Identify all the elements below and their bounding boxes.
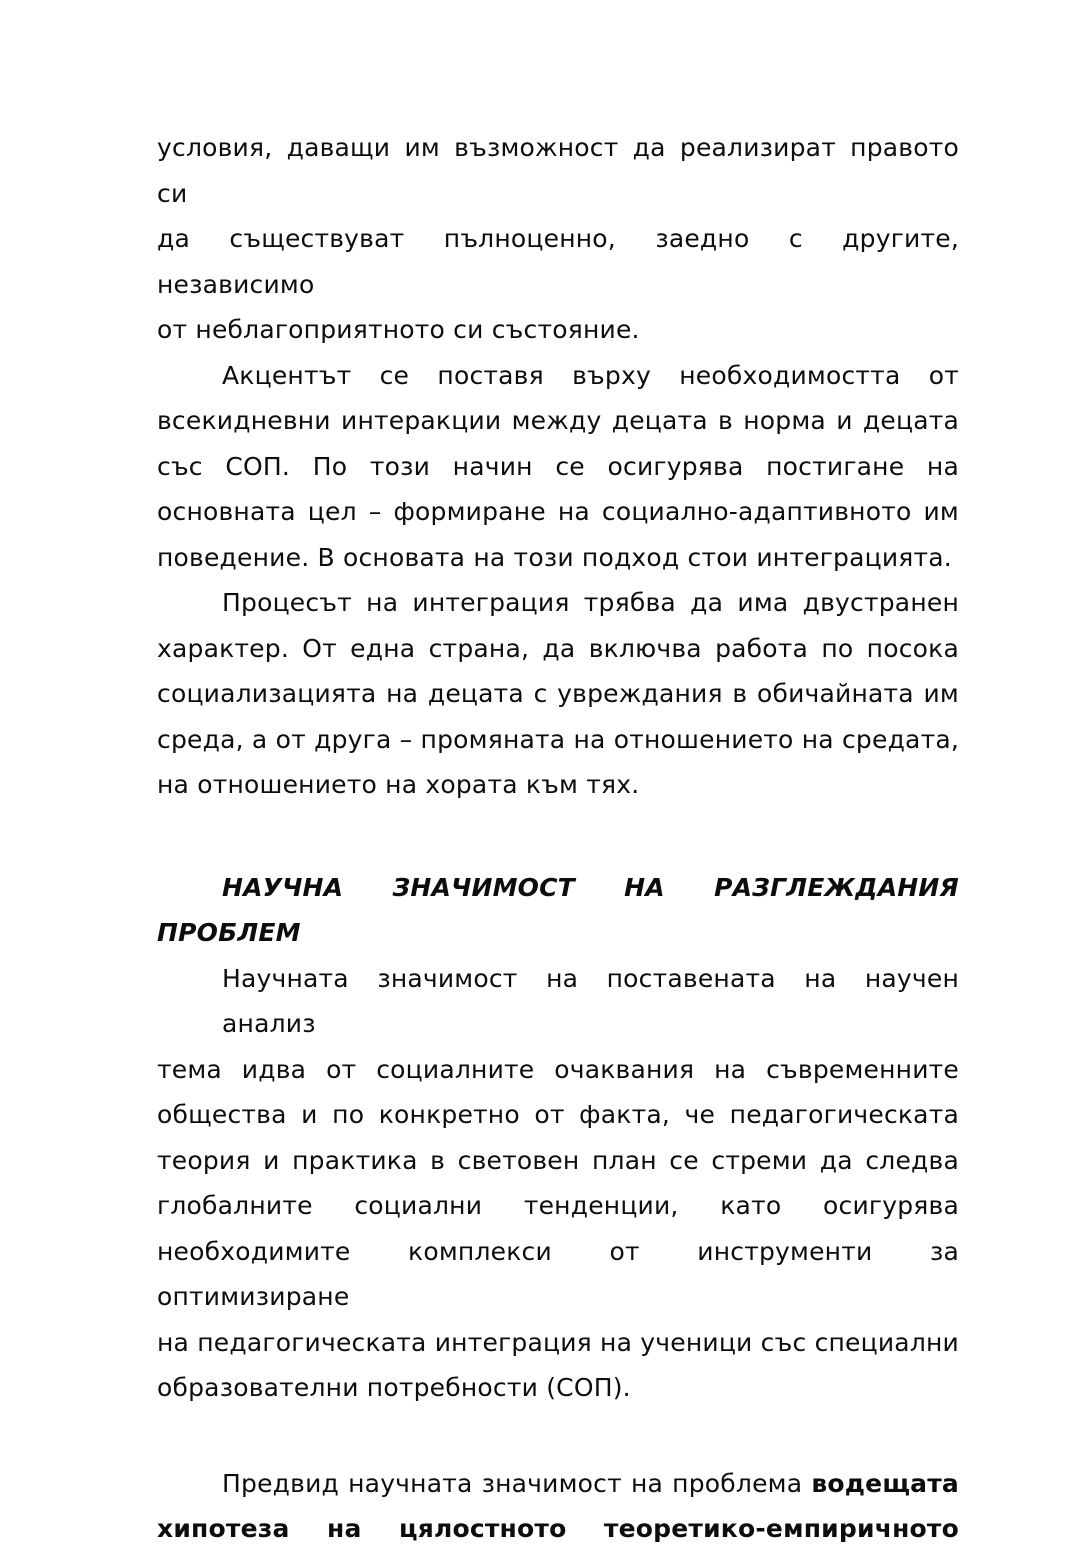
text-line — [157, 865, 959, 911]
text-line — [157, 1183, 959, 1229]
page-text-content — [157, 125, 959, 1552]
text-run: основната цел – формиране на социално-адаптивното им — [157, 497, 959, 526]
paragraph-leading-hypothesis — [157, 1461, 959, 1552]
text-run: необходимите комплекси от инструменти за оптимизиране — [157, 1236, 959, 1311]
text-run: среда, а от друга – промяната на отношението на средата, — [157, 724, 959, 754]
text-run: поведение. В основата на този подход стои интеграцията. — [157, 542, 952, 572]
text-line — [157, 444, 959, 490]
text-line — [157, 353, 959, 399]
text-run: Предвид научната значимост на проблема — [222, 1468, 812, 1498]
text-line — [157, 956, 959, 1047]
text-run: характер. От една страна, да включва работа по посока — [157, 633, 959, 663]
text-run: от неблагоприятното си състояние. — [157, 315, 640, 344]
paragraph-scientific-significance — [157, 956, 959, 1411]
text-line — [157, 1229, 959, 1320]
text-line — [157, 1047, 959, 1093]
text-run: на педагогическата интеграция на ученици със специални — [157, 1327, 959, 1357]
text-run: тема идва от социалните очаквания на съвременните — [157, 1054, 959, 1084]
paragraph-accent — [157, 353, 959, 581]
text-line — [157, 1092, 959, 1138]
section-heading — [157, 865, 959, 956]
text-run: общества и по конкретно от факта, че педагогическата — [157, 1100, 959, 1129]
bold-text-run: водещата — [811, 1468, 959, 1498]
text-line — [157, 307, 959, 353]
text-line — [157, 489, 959, 535]
text-run: глобалните социални тенденции, като осигурява — [157, 1191, 959, 1220]
text-line — [157, 1138, 959, 1184]
text-run: на отношението на хората към тях. — [157, 770, 640, 799]
text-line — [157, 910, 959, 956]
text-run: да съществуват пълноценно, заедно с другите, независимо — [157, 224, 959, 299]
text-line — [157, 535, 959, 581]
text-line — [157, 398, 959, 444]
text-run: Процесът на интеграция трябва да има двустранен — [222, 588, 959, 617]
text-run: Научната значимост на поставената на научен анализ — [222, 963, 959, 1038]
text-line — [157, 216, 959, 307]
paragraph-integration-process — [157, 580, 959, 808]
text-run: ПРОБЛЕМ — [157, 918, 301, 947]
text-line — [157, 580, 959, 626]
text-line — [157, 1461, 959, 1507]
text-run: всекидневни интеракции между децата в норма и децата — [157, 406, 959, 435]
text-line — [157, 1506, 959, 1552]
text-line — [157, 671, 959, 717]
text-run: социализацията на децата с увреждания в обичайната им — [157, 679, 959, 708]
text-run: НАУЧНА ЗНАЧИМОСТ НА РАЗГЛЕЖДАНИЯ — [222, 872, 959, 902]
paragraph-continuation — [157, 125, 959, 353]
text-line — [157, 717, 959, 763]
text-line — [157, 125, 959, 216]
text-run: условия, даващи им възможност да реализират правото си — [157, 133, 959, 208]
bold-text-run: хипотеза на цялостното теоретико-емпиричното — [157, 1514, 959, 1543]
text-line — [157, 1320, 959, 1366]
text-line — [157, 626, 959, 672]
text-run: образователни потребности (СОП). — [157, 1373, 631, 1402]
text-run: Акцентът се поставя върху необходимостта от — [222, 360, 959, 390]
text-run: теория и практика в световен план се стреми да следва — [157, 1145, 959, 1175]
text-line — [157, 1365, 959, 1411]
text-run: със СОП. По този начин се осигурява постигане на — [157, 451, 959, 481]
text-line — [157, 762, 959, 808]
